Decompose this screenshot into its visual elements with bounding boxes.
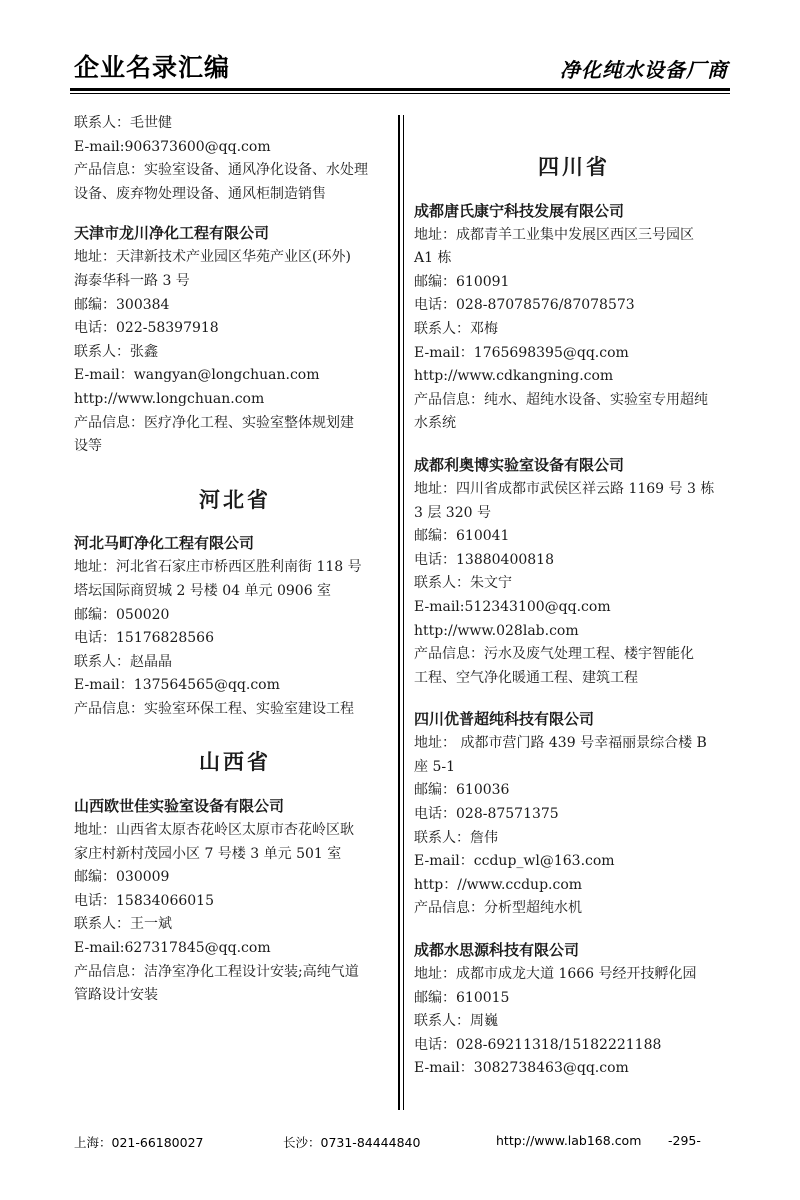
company-name: 山西欧世佳实验室设备有限公司 <box>74 797 285 816</box>
address: 地址： 成都市营门路 439 号幸福丽景综合楼 B <box>414 735 707 752</box>
product-info-cont: 管路设计安装 <box>74 987 158 1004</box>
continued-entry <box>74 112 396 206</box>
email[interactable]: E-mail:512343100@qq.com <box>414 598 611 615</box>
contact: 联系人：赵晶晶 <box>74 653 172 670</box>
contact: 联系人：张鑫 <box>74 343 158 360</box>
email[interactable]: E-mail：ccdup_wl@163.com <box>414 853 615 870</box>
province-heading-sichuan: 四川省 <box>538 155 610 179</box>
product-info: 产品信息：实验室环保工程、实验室建设工程 <box>74 700 354 717</box>
company-entry-shanxi <box>74 793 396 1008</box>
postcode: 邮编：300384 <box>74 296 170 313</box>
address: 地址：河北省石家庄市桥西区胜利南街 118 号 <box>74 559 362 576</box>
product-info-cont: 设备、废弃物处理设备、通风柜制造销售 <box>74 185 326 202</box>
phone: 电话：15176828566 <box>74 630 214 647</box>
company-entry-chengdu-kangning <box>414 198 734 436</box>
company-entry-hebei <box>74 530 396 721</box>
phone: 电话：022-58397918 <box>74 320 219 337</box>
header-rule-thin <box>70 93 730 94</box>
postcode: 邮编：610091 <box>414 273 510 290</box>
company-name: 天津市龙川净化工程有限公司 <box>74 224 270 243</box>
website[interactable]: http://www.cdkangning.com <box>414 368 614 385</box>
address: 地址：天津新技术产业园区华苑产业区(环外) <box>74 249 351 266</box>
contact: 联系人：王一斌 <box>74 916 172 933</box>
product-info: 产品信息：分析型超纯水机 <box>414 900 582 917</box>
company-name: 成都水思源科技有限公司 <box>414 941 580 960</box>
website[interactable]: http：//www.ccdup.com <box>414 876 583 893</box>
province-heading-hebei: 河北省 <box>199 487 271 512</box>
footer-phone-shanghai: 上海：021-66180027 <box>74 1135 204 1150</box>
product-info-cont: 工程、空气净化暖通工程、建筑工程 <box>414 669 638 686</box>
postcode: 邮编：610015 <box>414 989 510 1006</box>
footer-website[interactable]: http://www.lab168.com <box>496 1133 642 1148</box>
address-cont: 家庄村新村茂园小区 7 号楼 3 单元 501 室 <box>74 845 342 862</box>
email[interactable]: E-mail：3082738463@qq.com <box>414 1060 629 1077</box>
contact: 联系人：詹伟 <box>414 829 498 846</box>
product-info-cont: 设等 <box>74 438 102 455</box>
product-info: 产品信息：实验室设备、通风净化设备、水处理 <box>74 162 368 179</box>
phone: 电话：13880400818 <box>414 551 554 568</box>
company-entry-tianjin <box>74 220 396 458</box>
contact: 联系人：毛世健 <box>74 115 172 131</box>
address-cont: 海泰华科一路 3 号 <box>74 272 190 289</box>
product-info: 产品信息：污水及废气处理工程、楼宇智能化 <box>414 646 694 663</box>
product-info: 产品信息：洁净室净化工程设计安装;高纯气道 <box>74 963 359 980</box>
product-info: 产品信息：医疗净化工程、实验室整体规划建 <box>74 414 354 431</box>
phone: 电话：15834066015 <box>74 892 214 909</box>
company-name: 四川优普超纯科技有限公司 <box>414 710 595 729</box>
product-info-cont: 水系统 <box>414 415 456 432</box>
footer-phone-changsha: 长沙：0731-84444840 <box>283 1135 421 1150</box>
address-cont: 3 层 320 号 <box>414 504 491 521</box>
page-header-title: 企业名录汇编 <box>74 53 231 82</box>
website[interactable]: http://www.028lab.com <box>414 622 579 639</box>
postcode: 邮编：610036 <box>414 782 510 799</box>
header-rule-thick <box>70 88 730 91</box>
address-cont: 塔坛国际商贸城 2 号楼 04 单元 0906 室 <box>74 582 332 599</box>
column-divider-thin <box>403 115 404 1110</box>
email[interactable]: E-mail：137564565@qq.com <box>74 677 280 694</box>
company-name: 成都唐氏康宁科技发展有限公司 <box>414 201 625 220</box>
page-header-category: 净化纯水设备厂商 <box>560 58 728 82</box>
address: 地址：成都青羊工业集中发展区西区三号园区 <box>414 226 694 243</box>
company-entry-chengdu-liaobo <box>414 452 734 690</box>
contact: 联系人：朱文宁 <box>414 575 512 592</box>
column-divider-thick <box>398 115 400 1110</box>
address: 地址：四川省成都市武侯区祥云路 1169 号 3 栋 <box>414 480 715 497</box>
contact: 联系人：邓梅 <box>414 320 498 337</box>
company-name: 成都利奥博实验室设备有限公司 <box>414 455 625 474</box>
right-column <box>414 112 734 1081</box>
company-entry-chengdu-shuisiyuan <box>414 937 734 1081</box>
website[interactable]: http://www.longchuan.com <box>74 390 265 407</box>
postcode: 邮编：610041 <box>414 528 510 545</box>
postcode: 邮编：050020 <box>74 606 170 623</box>
company-name: 河北马町净化工程有限公司 <box>74 534 255 553</box>
province-heading-shanxi: 山西省 <box>199 750 271 775</box>
email[interactable]: E-mail：1765698395@qq.com <box>414 344 629 361</box>
phone: 电话：028-87571375 <box>414 806 559 823</box>
contact: 联系人：周巍 <box>414 1013 498 1030</box>
product-info: 产品信息：纯水、超纯水设备、实验室专用超纯 <box>414 391 708 408</box>
email[interactable]: E-mail：wangyan@longchuan.com <box>74 367 320 384</box>
address: 地址：山西省太原杏花岭区太原市杏花岭区耿 <box>74 822 354 839</box>
company-entry-sichuan-youpu <box>414 706 734 921</box>
phone: 电话：028-69211318/15182221188 <box>414 1036 662 1053</box>
left-column <box>74 112 396 1008</box>
address-cont: 座 5-1 <box>414 758 455 775</box>
email[interactable]: E-mail:906373600@qq.com <box>74 138 271 155</box>
postcode: 邮编：030009 <box>74 869 170 886</box>
address: 地址：成都市成龙大道 1666 号经开技孵化园 <box>414 966 697 983</box>
phone: 电话：028-87078576/87078573 <box>414 297 635 314</box>
page-number: -295- <box>668 1133 701 1148</box>
address-cont: A1 栋 <box>414 250 452 267</box>
email[interactable]: E-mail:627317845@qq.com <box>74 940 271 957</box>
